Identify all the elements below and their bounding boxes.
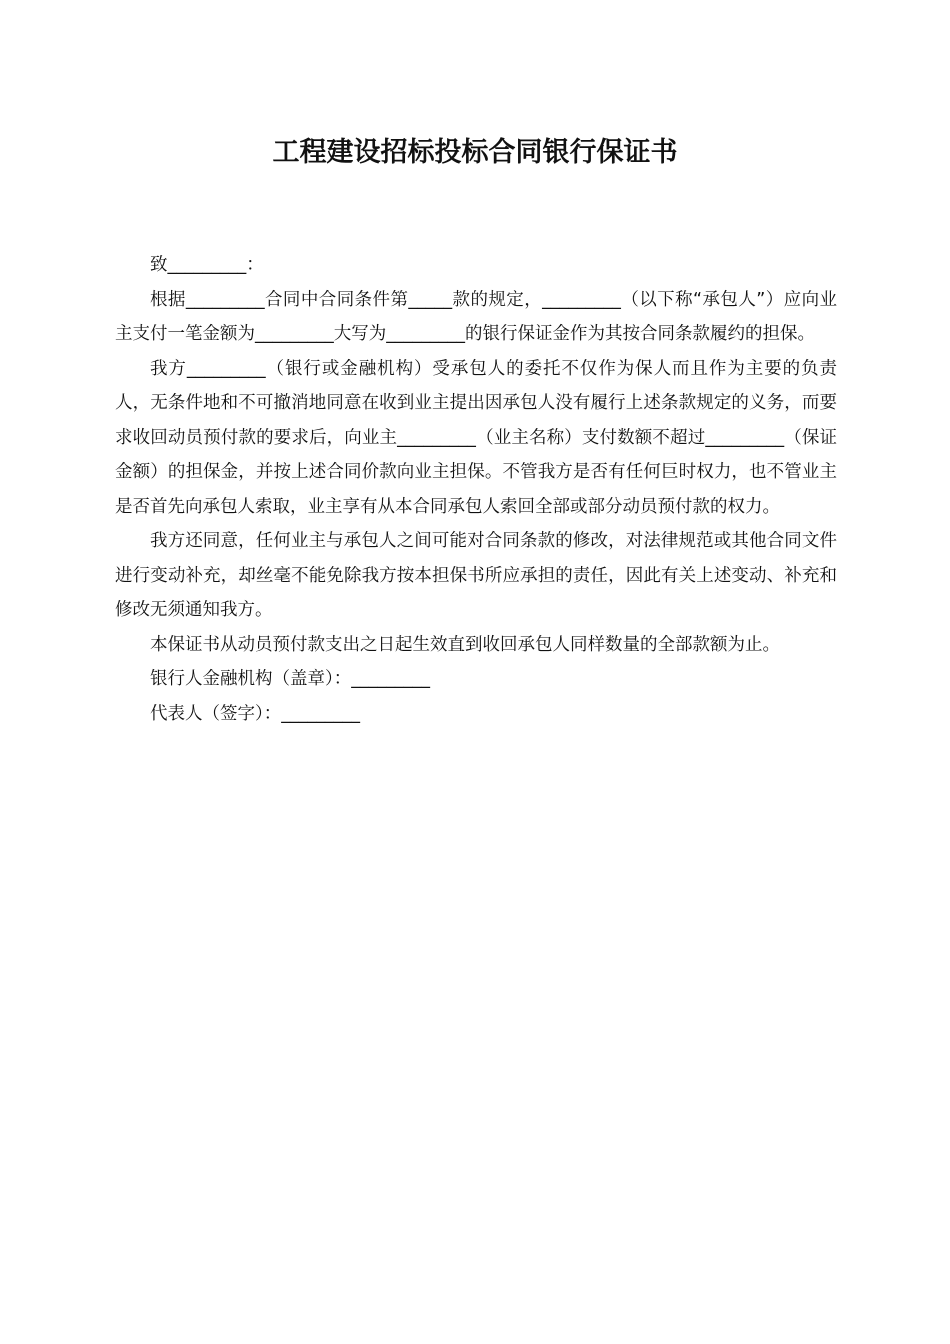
representative-signature-line: 代表人（签字）：_________ — [150, 703, 360, 724]
paragraph-basis: 根据_________合同中合同条件第_____款的规定，_________（以下称“承包人”）应向业主支付一笔金额为_________大写为_________的银行保证金作为其按合同条款履约的担保。 — [115, 289, 837, 344]
paragraph-agreement: 我方还同意，任何业主与承包人之间可能对合同条款的修改，对法律规范或其他合同文件进行变动补充，却丝毫不能免除我方按本担保书所应承担的责任，因此有关上述变动、补充和修改无须通知我方。 — [115, 531, 837, 620]
paragraph-validity: 本保证书从动员预付款支出之日起生效直到收回承包人同样数量的全部款额为止。 — [150, 634, 780, 655]
paragraph-guarantee: 我方_________（银行或金融机构）受承包人的委托不仅作为保人而且作为主要的负责人，无条件地和不可撤消地同意在收到业主提出因承包人没有履行上述条款规定的义务，而要求收回动员预付款的要求后，向业主_________（业主名称）支付数额不超过_________（保证金额）的担保金，并按上述合同价款向业主担保。不管我方是否有任何巨时权力，也不管业主是否首先向承包人索取，业主享有从本合同承包人索回全部或部分动员预付款的权力。 — [115, 358, 837, 517]
document-body — [115, 248, 837, 731]
document-title: 工程建设招标投标合同银行保证书 — [272, 137, 678, 168]
bank-seal-line: 银行人金融机构（盖章）：_________ — [150, 669, 430, 689]
addressee-line: 致_________： — [150, 255, 264, 275]
